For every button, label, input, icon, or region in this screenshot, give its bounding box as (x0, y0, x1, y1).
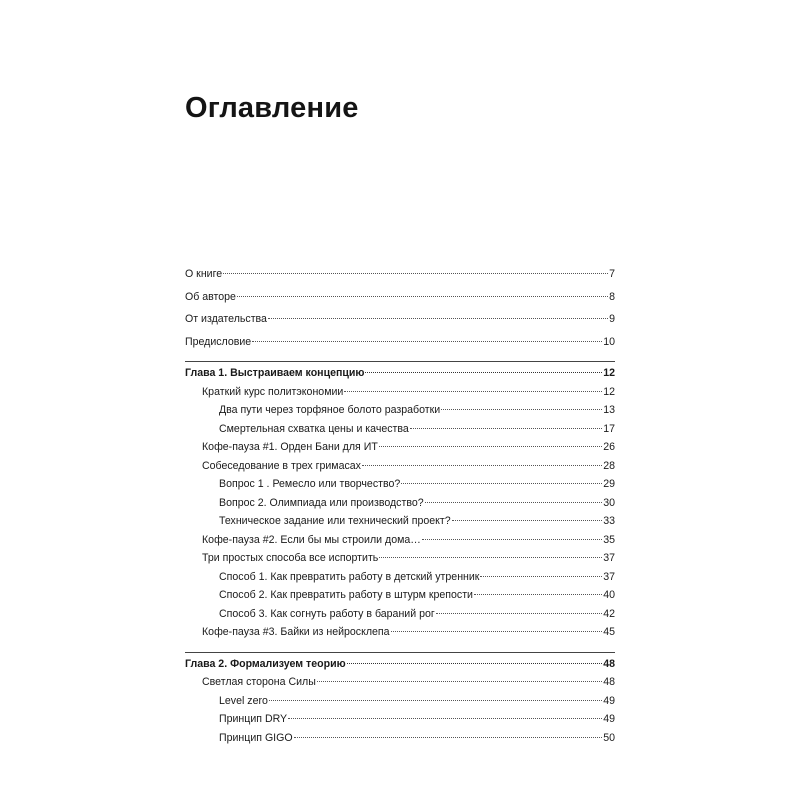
toc-entry-row (185, 531, 615, 550)
dot-leader (410, 428, 602, 429)
toc-page-number: 9 (609, 313, 615, 325)
toc-page-number: 17 (603, 422, 615, 435)
dot-leader (379, 446, 602, 447)
toc-entry-label: Принцип GIGO (219, 731, 293, 744)
toc-entry-label: Вопрос 1 . Ремесло или творчество? (219, 478, 401, 490)
toc-entry-row (185, 549, 615, 568)
toc-entry-label: Кофе-пауза #1. Орден Бани для ИТ (202, 441, 378, 453)
dot-leader (269, 700, 602, 701)
chapter-divider-rule (185, 652, 615, 653)
dot-leader (288, 718, 602, 719)
toc-chapter-row (185, 655, 615, 674)
dot-leader (480, 576, 602, 577)
toc-entry-label: Level zero (219, 694, 268, 707)
toc-entry-row (185, 494, 615, 513)
toc-entry-label: Предисловие (185, 335, 252, 348)
toc-entry-label: Принцип DRY (219, 713, 288, 725)
toc-entry-label: Три простых способа все испортить (202, 552, 379, 564)
toc-entry-row (185, 673, 615, 692)
toc-entry-label: От издательства (185, 313, 267, 325)
dot-leader (362, 465, 602, 466)
toc-entry-row (185, 333, 615, 352)
toc-entry-row (185, 438, 615, 457)
dot-leader (365, 372, 602, 373)
toc-entry-label: Собеседование в трех гримасах (202, 459, 361, 472)
chapter-divider-rule (185, 361, 615, 362)
toc-entry-label: О книге (185, 268, 223, 280)
dot-leader (347, 663, 603, 664)
toc-entry-label: Способ 1. Как превратить работу в детский утренник (219, 570, 480, 583)
dot-leader (422, 539, 602, 540)
toc-page-number: 8 (609, 290, 615, 303)
toc-page-number: 28 (603, 459, 615, 472)
dot-leader (441, 409, 602, 410)
toc-entry-row (185, 475, 615, 494)
dot-leader (268, 318, 608, 319)
toc-entry-row (185, 310, 615, 329)
toc-entry-label: Об авторе (185, 290, 236, 303)
toc-entry-row (185, 568, 615, 587)
toc-entry-label: Краткий курс политэкономии (202, 385, 344, 398)
dot-leader (237, 296, 608, 297)
toc-entry-label: Глава 2. Формализуем теорию (185, 657, 346, 670)
toc-page-number: 45 (603, 626, 615, 638)
table-of-contents (185, 265, 615, 747)
dot-leader (425, 502, 603, 503)
toc-entry-row (185, 605, 615, 624)
toc-entry-row (185, 586, 615, 605)
toc-page-number: 48 (603, 657, 615, 670)
toc-entry-label: Кофе-пауза #2. Если бы мы строили дома… (202, 533, 421, 546)
dot-leader (474, 594, 602, 595)
toc-chapter-row (185, 364, 615, 383)
toc-page-number: 13 (603, 404, 615, 416)
toc-page-number: 42 (603, 607, 615, 620)
dot-leader (379, 557, 602, 558)
toc-entry-row (185, 383, 615, 402)
toc-entry-label: Глава 1. Выстраиваем концепцию (185, 367, 365, 379)
dot-leader (391, 631, 603, 632)
toc-page-number: 30 (603, 496, 615, 509)
toc-entry-label: Светлая сторона Силы (202, 676, 316, 688)
toc-entry-row (185, 265, 615, 284)
toc-entry-label: Кофе-пауза #3. Байки из нейросклепа (202, 626, 390, 638)
toc-page-number: 49 (603, 694, 615, 707)
toc-entry-label: Вопрос 2. Олимпиада или производство? (219, 496, 424, 509)
dot-leader (344, 391, 602, 392)
toc-entry-label: Способ 3. Как согнуть работу в бараний рог (219, 607, 435, 620)
dot-leader (317, 681, 602, 682)
toc-page-number: 35 (603, 533, 615, 546)
toc-entry-row (185, 623, 615, 642)
dot-leader (436, 613, 602, 614)
toc-entry-row (185, 692, 615, 711)
toc-entry-label: Два пути через торфяное болото разработки (219, 404, 441, 416)
toc-page-number: 10 (603, 335, 615, 348)
toc-entry-row (185, 401, 615, 420)
toc-page-number: 37 (603, 570, 615, 583)
toc-entry-row (185, 729, 615, 748)
toc-page-number: 29 (603, 478, 615, 490)
toc-page-number: 26 (603, 441, 615, 453)
toc-entry-row (185, 420, 615, 439)
toc-page-number: 40 (603, 589, 615, 601)
dot-leader (223, 273, 608, 274)
dot-leader (294, 737, 603, 738)
toc-page-number: 48 (603, 676, 615, 688)
toc-entry-row (185, 288, 615, 307)
toc-entry-label: Способ 2. Как превратить работу в штурм крепости (219, 589, 473, 601)
toc-entry-row (185, 457, 615, 476)
toc-page-number: 50 (603, 731, 615, 744)
toc-page-number: 33 (603, 515, 615, 527)
toc-page-number: 7 (609, 268, 615, 280)
dot-leader (452, 520, 603, 521)
toc-entry-row (185, 710, 615, 729)
toc-entry-row (185, 512, 615, 531)
toc-page-number: 37 (603, 552, 615, 564)
toc-page-number: 12 (603, 385, 615, 398)
toc-entry-label: Техническое задание или технический проект? (219, 515, 451, 527)
dot-leader (401, 483, 602, 484)
page-title: Оглавление (185, 92, 359, 124)
dot-leader (252, 341, 602, 342)
toc-page-number: 49 (603, 713, 615, 725)
toc-page-number: 12 (603, 367, 615, 379)
toc-entry-label: Смертельная схватка цены и качества (219, 422, 409, 435)
